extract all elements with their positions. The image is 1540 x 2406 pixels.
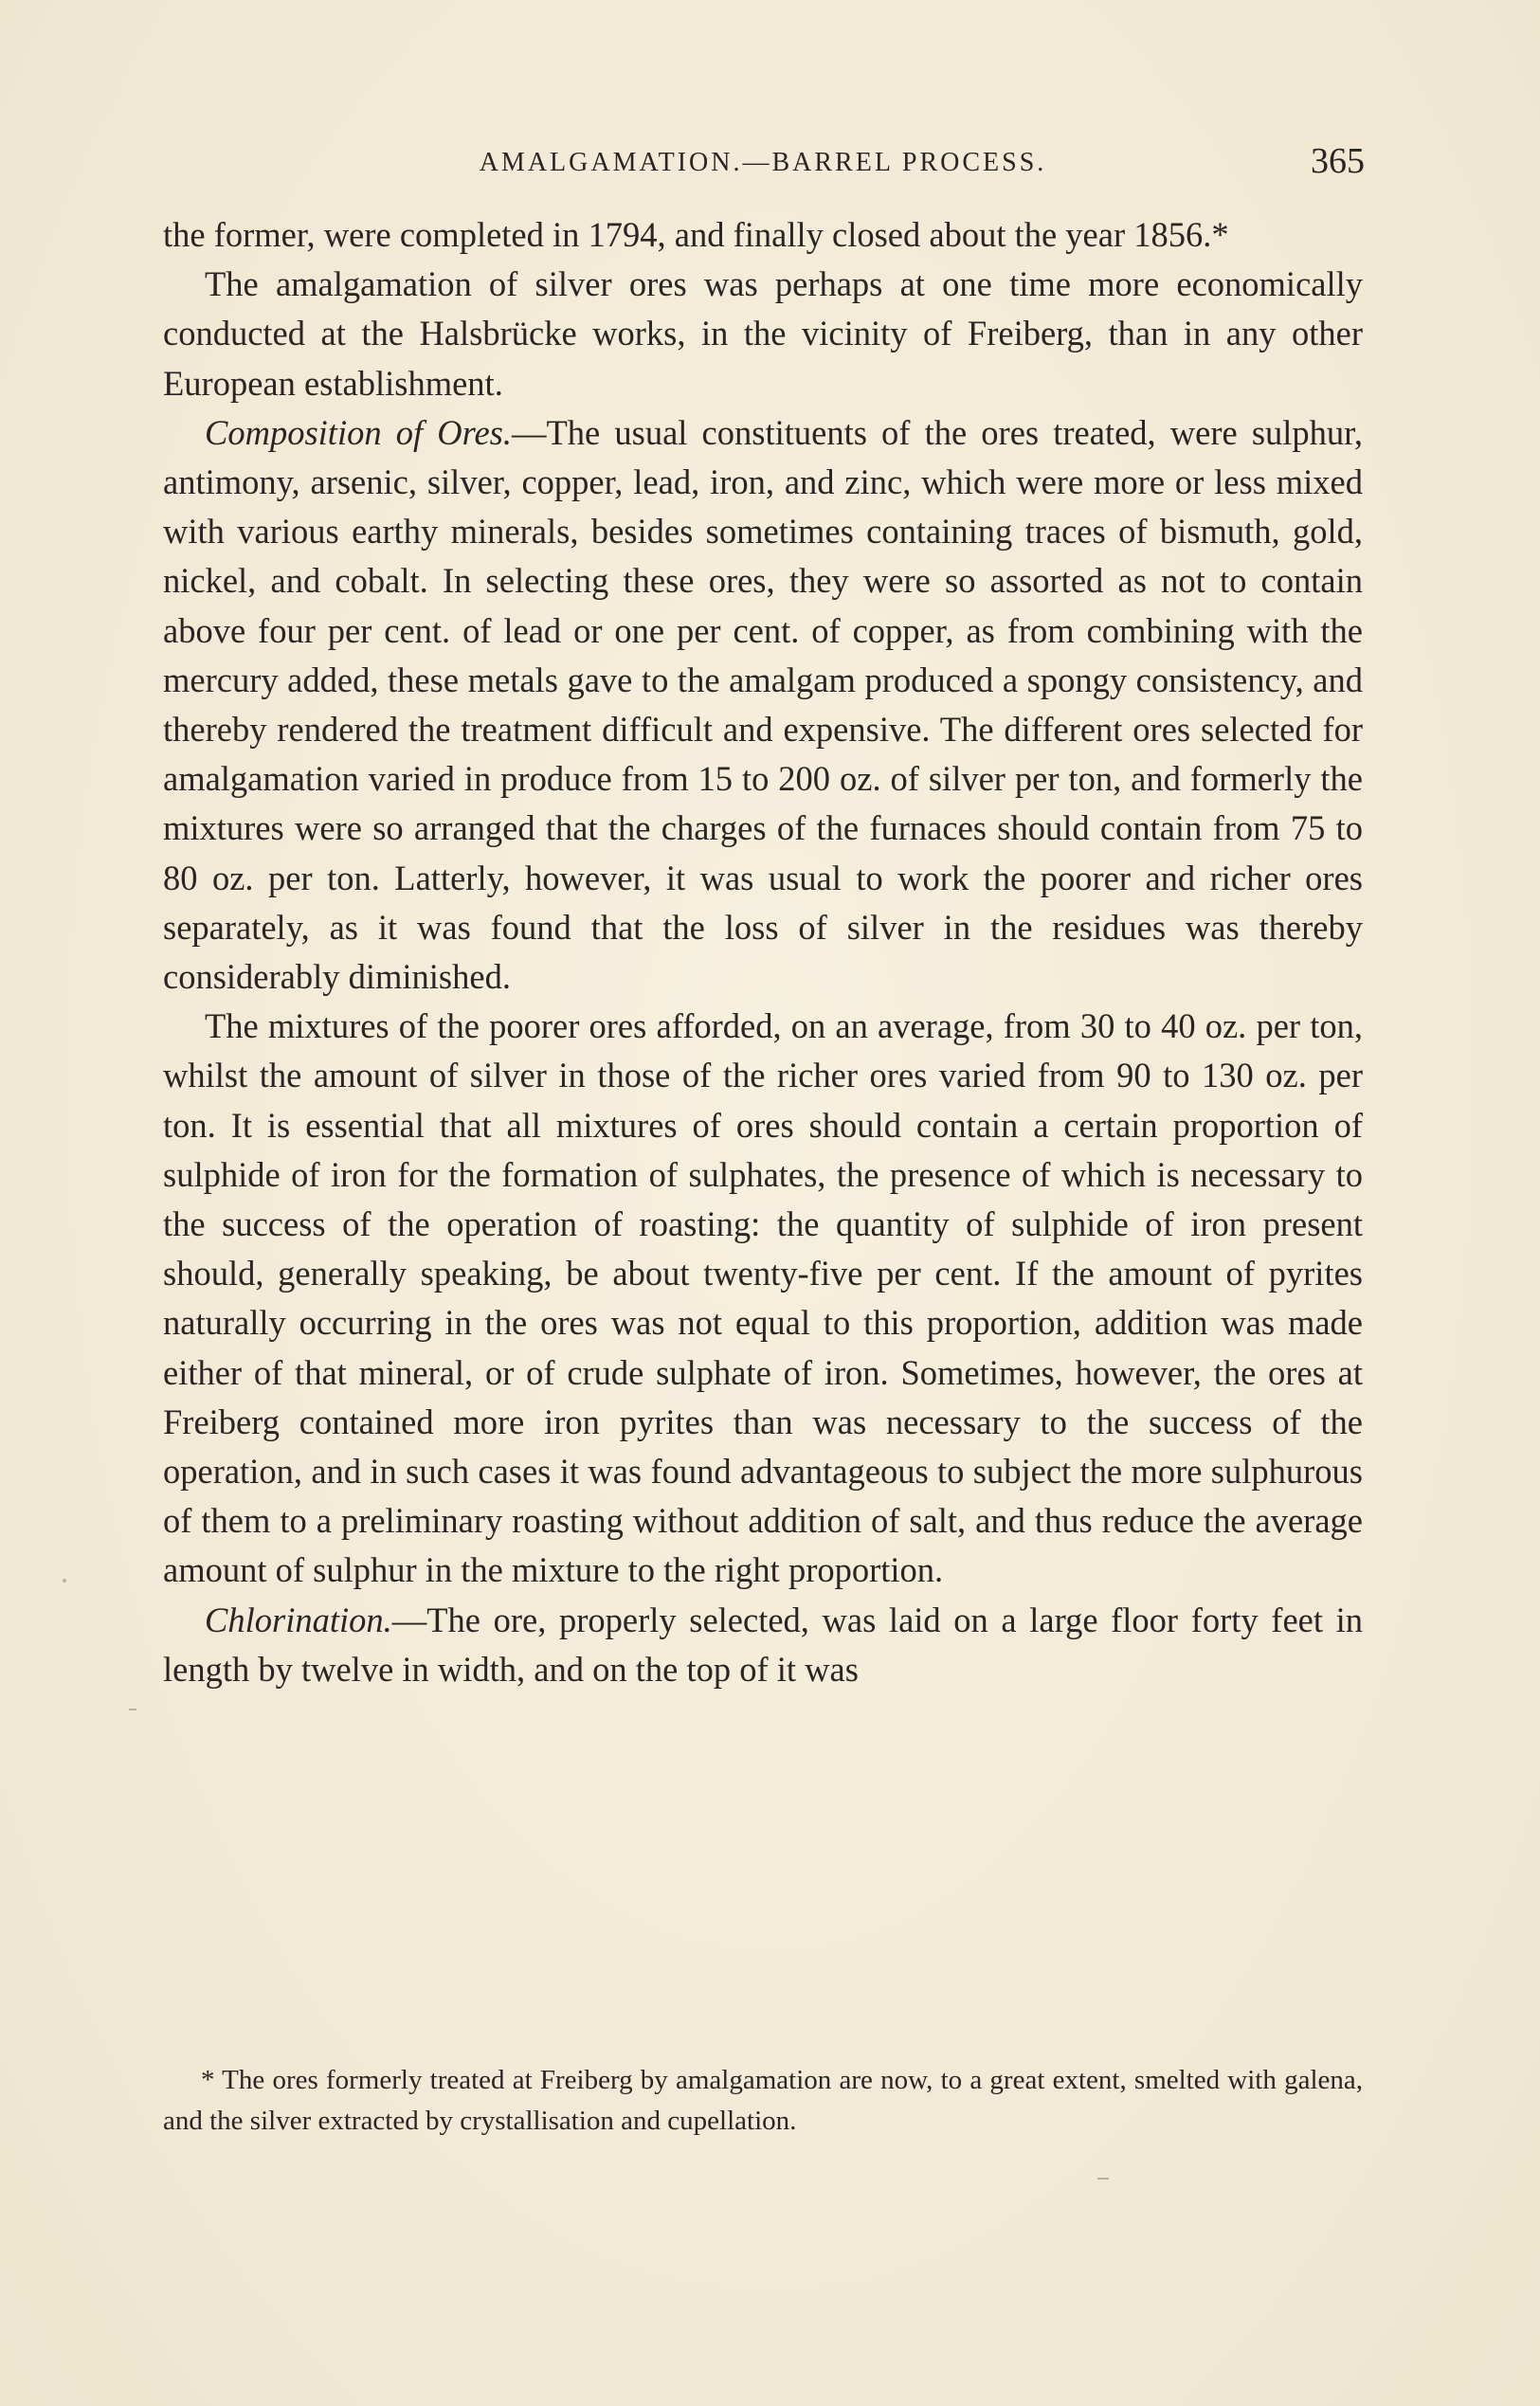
running-head [161,140,1365,188]
paragraph-mixtures: The mixtures of the poorer ores afforded, on an average, from 30 to 40 oz. per ton, whilst the amount of silver in those of the richer ores varied from 90 to 130 oz. per ton. It is essential that all mixtures of ores should contain a certain proportion of sulphide of iron for the formation of sulphates, the presence of which is necessary to the success of the operation of roasting: the quantity of sulphide of iron present should, generally speaking, be about twenty-five per cent. If the amount of pyrites naturally occurring in the ores was not equal to this proportion, addition was made either of that mineral, or of crude sulphate of iron. Sometimes, however, the ores at Freiberg contained more iron pyrites than was necessary to the success of the operation, and in such cases it was found advantageous to subject the more sulphurous of them to a preliminary roasting without addition of salt, and thus reduce the average amount of sulphur in the mixture to the right proportion. [163,1006,1363,1590]
paper-speck [1097,2178,1109,2180]
paper-speck [63,1579,66,1583]
footnote: * The ores formerly treated at Freiberg by amalgamation are now, to a great extent, smelted with galena, and the silver extracted by crystallisation and cupellation. [163,2065,1363,2136]
paragraph-continuation: the former, were completed in 1794, and finally closed about the year 1856.* [163,215,1229,254]
body-text [163,210,1363,1694]
running-title: AMALGAMATION.—BARREL PROCESS. [479,148,1047,177]
section-heading-chlorination: Chlorination. [205,1600,392,1639]
paper-speck [129,1709,136,1710]
paragraph-halsbrucke: The amalgamation of silver ores was perhaps at one time more economically conducted at the Halsbrücke works, in the vicinity of Freiberg, than in any other European establishment. [163,264,1363,403]
paragraph-text: —The ore, properly selected, was laid on a large floor forty feet in length by twelve in width, and on the top of it was [163,1600,1363,1689]
page-number: 365 [1311,141,1365,181]
section-heading-composition: Composition of Ores. [205,412,512,452]
paragraph-text: —The usual constituents of the ores treated, were sulphur, antimony, arsenic, silver, copper, lead, iron, and zinc, which were more or less mixed with various earthy minerals, besides sometimes containing traces of bismuth, gold, nickel, and cobalt. In selecting these ores, they were so assorted as not to contain above four per cent. of lead or one per cent. of copper, as from combining with the mercury added, these metals gave to the amalgam produced a spongy consistency, and thereby rendered the treatment difficult and expensive. The different ores selected for amalgamation varied in produce from 15 to 200 oz. of silver per ton, and formerly the mixtures were so arranged that the charges of the furnaces should contain from 75 to 80 oz. per ton. Latterly, however, it was usual to work the poorer and richer ores separately, as it was found that the loss of silver in the residues was thereby considerably diminished. [163,412,1363,997]
paragraph-composition-of-ores [163,408,1363,1002]
paragraph-chlorination [163,1596,1363,1694]
